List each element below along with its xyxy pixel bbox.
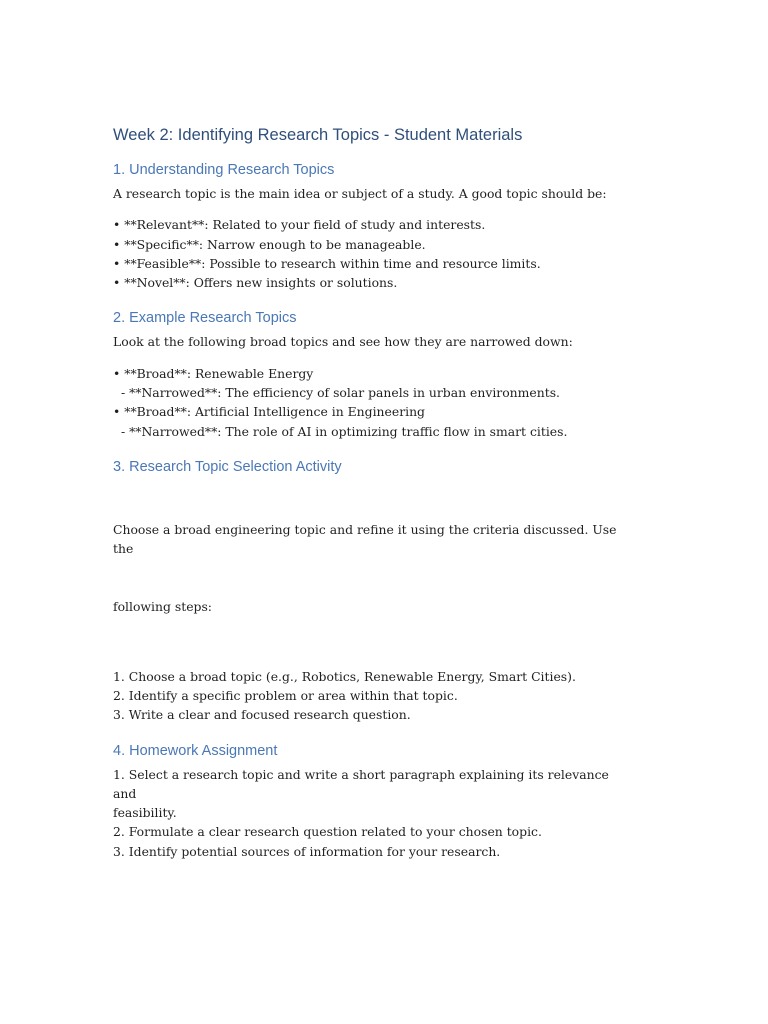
list-item: 1. Choose a broad topic (e.g., Robotics, Renewable Energy, Smart Cities). [113, 668, 576, 684]
list-item: 3. Write a clear and focused research question. [113, 707, 411, 723]
list-item: - **Narrowed**: The efficiency of solar panels in urban environments. [117, 385, 560, 401]
list-item: • **Relevant**: Related to your field of study and interests. [113, 217, 486, 233]
document-title: Week 2: Identifying Research Topics - Student Materials [113, 126, 523, 144]
example-topics-list [113, 364, 633, 441]
list-item: 2. Identify a specific problem or area within that topic. [113, 687, 458, 703]
section-heading: 3. Research Topic Selection Activity [113, 458, 342, 475]
section-intro: A research topic is the main idea or subject of a study. A good topic should be: [113, 186, 607, 201]
section-heading: 4. Homework Assignment [113, 742, 278, 759]
list-item: • **Broad**: Renewable Energy [113, 365, 314, 381]
section-understanding-research-topics [113, 160, 633, 292]
list-item: 1. Select a research topic and write a short paragraph explaining its relevance and [113, 766, 613, 801]
list-item: • **Broad**: Artificial Intelligence in Engineering [113, 404, 425, 420]
section-intro [113, 481, 633, 655]
section-example-research-topics [113, 308, 633, 440]
homework-list [113, 765, 633, 861]
criteria-list [113, 215, 633, 292]
list-item: 2. Formulate a clear research question related to your chosen topic. [113, 824, 542, 840]
section-heading: 2. Example Research Topics [113, 310, 297, 327]
list-item: • **Novel**: Offers new insights or solutions. [113, 275, 398, 291]
section-homework-assignment [113, 741, 633, 861]
steps-list [113, 667, 633, 725]
list-item: - **Narrowed**: The role of AI in optimizing traffic flow in smart cities. [117, 423, 568, 439]
document-page [113, 124, 633, 877]
section-topic-selection-activity [113, 457, 633, 725]
section-heading: 1. Understanding Research Topics [113, 162, 335, 178]
list-item: • **Specific**: Narrow enough to be manageable. [113, 236, 426, 252]
list-item: 3. Identify potential sources of information for your research. [113, 843, 501, 859]
intro-line: Choose a broad engineering topic and refine it using the criteria discussed. Use the [113, 521, 621, 556]
intro-line: following steps: [113, 598, 212, 614]
list-item: feasibility. [113, 805, 177, 821]
list-item: • **Feasible**: Possible to research within time and resource limits. [113, 255, 541, 271]
section-intro: Look at the following broad topics and see how they are narrowed down: [113, 334, 573, 350]
